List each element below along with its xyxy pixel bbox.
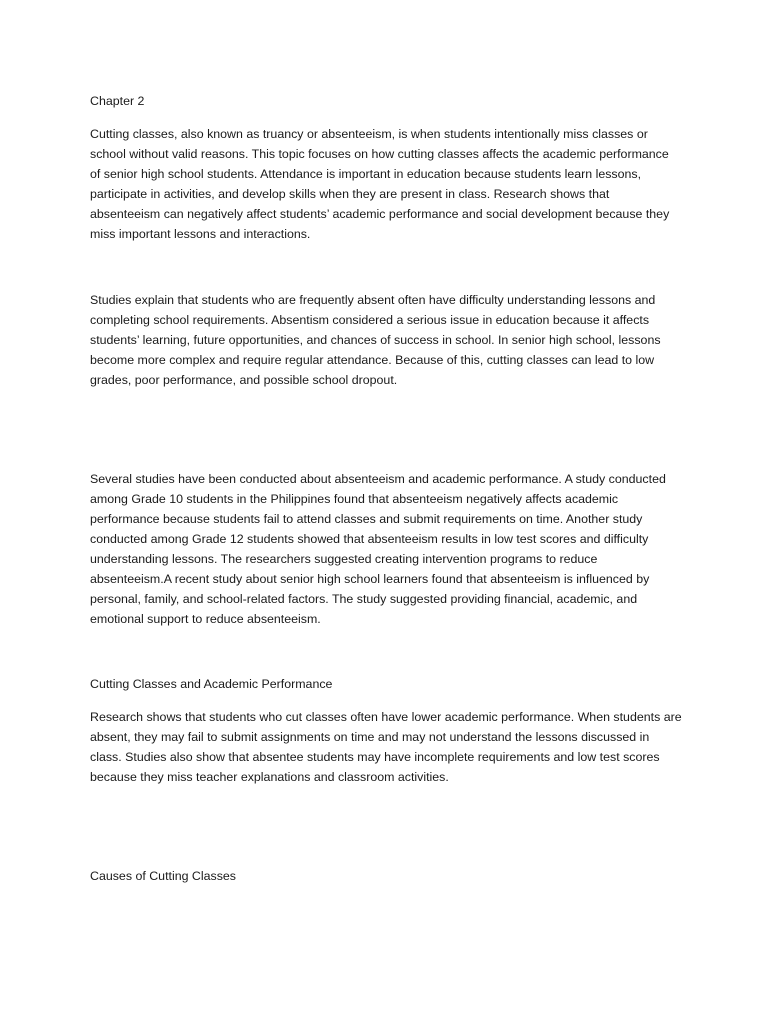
paragraph: Cutting classes, also known as truancy or absenteeism, is when students intentionally miss classes or school without valid reasons. This topic focuses on how cutting classes affects the academic performance of senior high school students. Attendance is important in education because students learn lessons, participate in activities, and develop skills when they are present in class. Research shows that absenteeism can negatively affect students’ academic performance and social development because they miss important lessons and interactions. xyxy=(90,127,670,241)
paragraph: Research shows that students who cut classes often have lower academic performance. When students are absent, they may fail to submit assignments on time and may not understand the lessons discussed in class. Studies also show that absentee students may have incomplete requirements and low test scores because they miss teacher explanations and classroom activities. xyxy=(90,710,682,784)
section-heading: Cutting Classes and Academic Performance xyxy=(90,677,333,691)
section-heading: Causes of Cutting Classes xyxy=(90,869,237,883)
chapter-title: Chapter 2 xyxy=(90,94,145,108)
paragraph: Several studies have been conducted about absenteeism and academic performance. A study conducted among Grade 10 students in the Philippines found that absenteeism negatively affects academic performance because students fail to attend classes and submit requirements on time. Another study conducted among Grade 12 students showed that absenteeism results in low test scores and difficulty understanding lessons. The researchers suggested creating intervention programs to reduce absenteeism.A recent study about senior high school learners found that absenteeism is influenced by personal, family, and school-related factors. The study suggested providing financial, academic, and emotional support to reduce absenteeism. xyxy=(90,472,666,626)
paragraph: Studies explain that students who are frequently absent often have difficulty understanding lessons and completing school requirements. Absentism considered a serious issue in education because it affects students’ learning, future opportunities, and chances of success in school. In senior high school, lessons become more complex and require regular attendance. Because of this, cutting classes can lead to low grades, poor performance, and possible school dropout. xyxy=(90,293,661,387)
